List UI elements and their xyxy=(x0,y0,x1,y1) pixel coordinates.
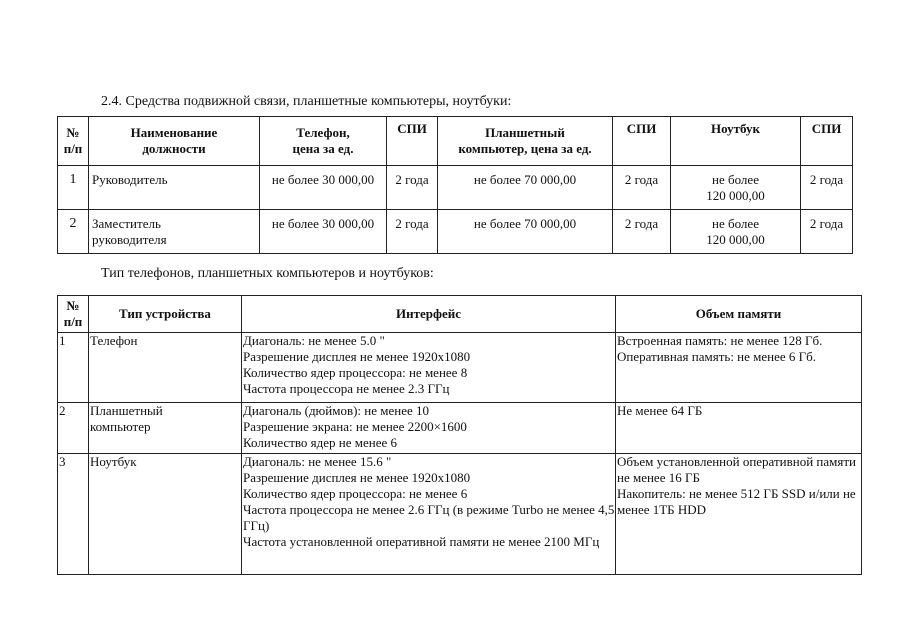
spec-line: Разрешение дисплея не менее 1920x1080 xyxy=(243,470,471,485)
cell-laptop-price: не более 120 000,00 xyxy=(671,166,801,210)
cell-spi: 2 года xyxy=(801,210,853,254)
cell-memory xyxy=(616,454,862,575)
spec-line: Количество ядер процессора: не менее 6 xyxy=(243,486,468,501)
spec-line: Частота процессора не менее 2.3 ГГц xyxy=(243,381,450,396)
header-phone: Телефон, цена за ед. xyxy=(260,117,387,166)
header-position: Наименование должности xyxy=(89,117,260,166)
cell-spi: 2 года xyxy=(613,166,671,210)
header-tablet: Планшетный компьютер, цена за ед. xyxy=(438,117,613,166)
cell-num: 3 xyxy=(58,454,89,575)
cell-type: Ноутбук xyxy=(89,454,242,575)
device-specs-table xyxy=(57,295,862,575)
cell-memory xyxy=(616,403,862,454)
spec-line: Разрешение дисплея не менее 1920x1080 xyxy=(243,349,471,364)
cell-num: 1 xyxy=(58,333,89,403)
cell-position: Руководитель xyxy=(89,166,260,210)
header-spi: СПИ xyxy=(801,117,853,166)
table-row xyxy=(58,333,862,403)
cell-interface xyxy=(242,403,616,454)
section1-heading: 2.4. Средства подвижной связи, планшетные компьютеры, ноутбуки: xyxy=(101,94,512,109)
spec-line: Количество ядер не менее 6 xyxy=(243,435,398,450)
table-header-row xyxy=(58,296,862,333)
spec-line: Диагональ: не менее 5.0 " xyxy=(243,333,385,348)
header-spi: СПИ xyxy=(613,117,671,166)
cell-spi: 2 года xyxy=(613,210,671,254)
cell-interface xyxy=(242,333,616,403)
cell-spi: 2 года xyxy=(387,210,438,254)
spec-line: Частота установленной оперативной памяти не менее 2100 МГц xyxy=(243,534,600,549)
cell-num: 1 xyxy=(58,166,89,210)
spec-line: Объем установленной оперативной памяти не менее 16 ГБ xyxy=(617,454,857,485)
table-header-row xyxy=(58,117,853,166)
table-row xyxy=(58,403,862,454)
cell-num: 2 xyxy=(58,210,89,254)
spec-line: Частота процессора не менее 2.6 ГГц (в режиме Turbo не менее 4,5 ГГц) xyxy=(243,502,615,533)
table-row xyxy=(58,210,853,254)
header-interface: Интерфейс xyxy=(242,296,616,333)
cell-phone-price: не более 30 000,00 xyxy=(260,210,387,254)
cell-type: Планшетный компьютер xyxy=(89,403,242,454)
cell-tablet-price: не более 70 000,00 xyxy=(438,166,613,210)
header-memory: Объем памяти xyxy=(616,296,862,333)
cell-laptop-price: не более 120 000,00 xyxy=(671,210,801,254)
header-type: Тип устройства xyxy=(89,296,242,333)
table-row xyxy=(58,454,862,575)
cell-spi: 2 года xyxy=(801,166,853,210)
spec-line: Накопитель: не менее 512 ГБ SSD и/или не менее 1ТБ HDD xyxy=(617,486,856,517)
spec-line: Диагональ: не менее 15.6 " xyxy=(243,454,392,469)
cell-memory xyxy=(616,333,862,403)
table-row xyxy=(58,166,853,210)
cell-spi: 2 года xyxy=(387,166,438,210)
header-laptop: Ноутбук xyxy=(671,117,801,166)
cell-position: Заместитель руководителя xyxy=(89,210,260,254)
spec-line: Разрешение экрана: не менее 2200×1600 xyxy=(243,419,467,434)
section2-heading: Тип телефонов, планшетных компьютеров и ноутбуков: xyxy=(101,266,434,281)
spec-line: Диагональ (дюймов): не менее 10 xyxy=(243,403,429,418)
cell-type: Телефон xyxy=(89,333,242,403)
header-num: № п/п xyxy=(58,117,89,166)
header-num: № п/п xyxy=(58,296,89,333)
cell-phone-price: не более 30 000,00 xyxy=(260,166,387,210)
spec-line: Не менее 64 ГБ xyxy=(617,403,703,418)
spec-line: Количество ядер процессора: не менее 8 xyxy=(243,365,468,380)
cell-num: 2 xyxy=(58,403,89,454)
cell-tablet-price: не более 70 000,00 xyxy=(438,210,613,254)
spec-line: Встроенная память: не менее 128 Гб. xyxy=(617,333,823,348)
spec-line: Оперативная память: не менее 6 Гб. xyxy=(617,349,817,364)
header-spi: СПИ xyxy=(387,117,438,166)
devices-price-table xyxy=(57,116,853,254)
cell-interface xyxy=(242,454,616,575)
